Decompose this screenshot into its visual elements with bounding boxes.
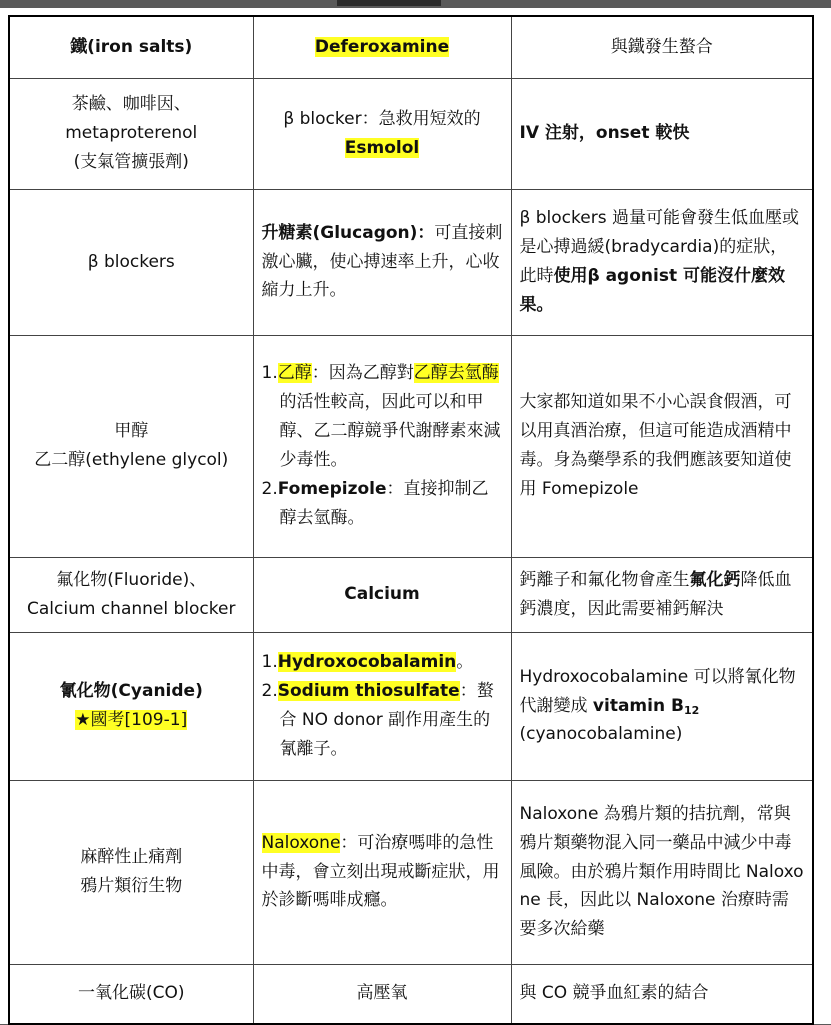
exam-tag: ★國考[109-1] bbox=[75, 710, 188, 730]
agent-line: 鴉片類衍生物 bbox=[80, 876, 183, 896]
note-bold: 使用β agonist 可能沒什麼效果。 bbox=[519, 266, 786, 315]
agent-cell bbox=[9, 335, 253, 557]
antidote-highlight: 乙醇去氫酶 bbox=[413, 363, 499, 384]
note-cell: IV 注射，onset 較快 bbox=[511, 78, 813, 189]
note-text: β blockers 過量可能會發生低血壓或是心搏過緩(bradycardia)的症狀，此時 bbox=[519, 208, 799, 286]
note-text: 降低血鈣濃度，因此需要補鈣解決 bbox=[519, 569, 792, 619]
list-item: 2.Fomepizole：直接抑制乙醇去氫酶。 bbox=[261, 478, 489, 528]
document-page bbox=[0, 8, 831, 1024]
agent-cell bbox=[9, 632, 253, 780]
table-row bbox=[9, 632, 813, 780]
antidote-table bbox=[8, 15, 814, 1025]
agent-cell bbox=[9, 780, 253, 964]
antidote-cell bbox=[253, 189, 511, 335]
note-text: 鈣離子和氟化物會產生 bbox=[519, 569, 690, 590]
note-cell bbox=[511, 632, 813, 780]
table-row bbox=[9, 189, 813, 335]
agent-line: 麻醉性止痛劑 bbox=[80, 847, 183, 868]
antidote-text: 可直接刺激心臟，使心搏速率上升，心收縮力上升。 bbox=[261, 222, 503, 301]
table-row-header bbox=[9, 16, 813, 78]
table-row bbox=[9, 780, 813, 964]
antidote-list bbox=[262, 359, 503, 532]
note-bold: vitamin B bbox=[592, 695, 684, 716]
header-col2 bbox=[253, 16, 511, 78]
header-col1: 鐵(iron salts) bbox=[9, 16, 253, 78]
agent-line: 氰化物(Cyanide) bbox=[59, 681, 203, 702]
antidote-cell: Calcium bbox=[253, 557, 511, 632]
antidote-highlight: Naloxone bbox=[261, 832, 341, 853]
agent-line: 茶鹼、咖啡因、 bbox=[71, 94, 191, 115]
antidote-cell bbox=[253, 780, 511, 964]
agent-line: Calcium channel blocker bbox=[27, 598, 236, 619]
antidote-cell: 高壓氧 bbox=[253, 964, 511, 1024]
agent-cell: β blockers bbox=[9, 189, 253, 335]
agent-line: metaproterenol bbox=[65, 123, 198, 144]
note-cell: Naloxone 為鴉片類的拮抗劑，常與鴉片類藥物混入同一藥品中減少中毒風險。由於鴉片類作用時間比 Naloxone 長，因此以 Naloxone 治療時需要多次給藥 bbox=[511, 780, 813, 964]
list-item: 2.Sodium thiosulfate：螯合 NO donor 副作用產生的氰離子。 bbox=[261, 681, 494, 759]
table-row bbox=[9, 78, 813, 189]
table-row bbox=[9, 335, 813, 557]
antidote-highlight: Esmolol bbox=[344, 137, 420, 158]
list-item: 1.Hydroxocobalamin。 bbox=[261, 652, 474, 673]
antidote-text: β blocker：急救用短效的 bbox=[283, 108, 481, 129]
antidote-bold: Fomepizole bbox=[277, 478, 387, 499]
header-col2-highlight: Deferoxamine bbox=[314, 36, 450, 57]
antidote-bold: 升糖素(Glucagon)： bbox=[261, 222, 435, 243]
note-subscript: 12 bbox=[683, 703, 700, 717]
antidote-highlight: 乙醇 bbox=[277, 363, 312, 384]
agent-cell bbox=[9, 557, 253, 632]
note-cell: 大家都知道如果不小心誤食假酒，可以用真酒治療，但這可能造成酒精中毒。身為藥學系的我們應該要知道使用 Fomepizole bbox=[511, 335, 813, 557]
antidote-list bbox=[262, 648, 503, 764]
note-text: Hydroxocobalamine 可以將氰化物代謝變成 bbox=[519, 666, 796, 716]
agent-line: 氟化物(Fluoride)、 bbox=[56, 569, 207, 590]
viewer-top-tab bbox=[337, 0, 441, 6]
agent-line: 乙二醇(ethylene glycol) bbox=[34, 450, 229, 470]
note-text: (cyanocobalamine) bbox=[519, 724, 683, 745]
list-item: 1.乙醇：因為乙醇對乙醇去氫酶的活性較高，因此可以和甲醇、乙二醇競爭代謝酵素來減少毒性。 bbox=[261, 363, 501, 470]
antidote-cell bbox=[253, 78, 511, 189]
header-col3: 與鐵發生螯合 bbox=[511, 16, 813, 78]
antidote-cell bbox=[253, 335, 511, 557]
table-row bbox=[9, 964, 813, 1024]
antidote-highlight: Sodium thiosulfate bbox=[277, 681, 460, 702]
agent-line: 甲醇 bbox=[114, 421, 149, 442]
antidote-highlight: Hydroxocobalamin bbox=[277, 652, 457, 673]
note-cell: 與 CO 競爭血紅素的結合 bbox=[511, 964, 813, 1024]
agent-cell: 一氧化碳(CO) bbox=[9, 964, 253, 1024]
table-row bbox=[9, 557, 813, 632]
note-cell bbox=[511, 189, 813, 335]
note-cell bbox=[511, 557, 813, 632]
agent-line: (支氣管擴張劑) bbox=[73, 151, 189, 172]
note-bold: 氟化鈣 bbox=[689, 569, 741, 590]
antidote-cell bbox=[253, 632, 511, 780]
agent-cell bbox=[9, 78, 253, 189]
antidote-text: ：可治療嗎啡的急性中毒，會立刻出現戒斷症狀，用於診斷嗎啡成癮。 bbox=[261, 832, 500, 911]
